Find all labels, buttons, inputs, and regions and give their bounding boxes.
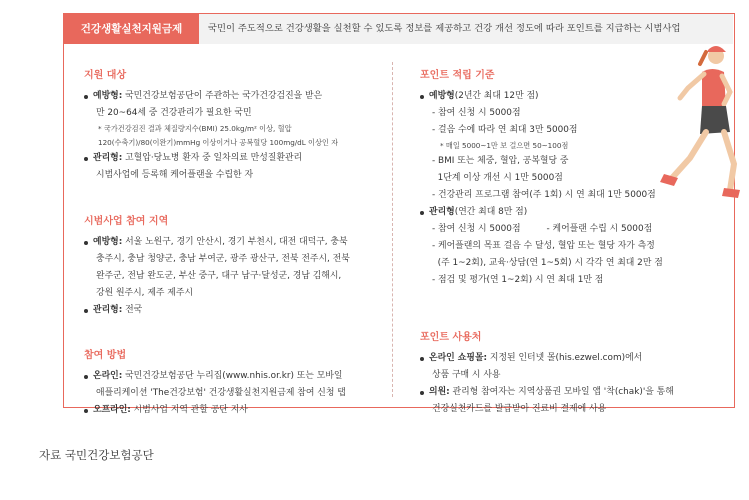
- points-item: - 점검 및 평가(연 1~2회) 시 연 최대 1만 점: [432, 275, 604, 285]
- points-prevent-limit: (2년간 최대 12만 점): [454, 91, 539, 101]
- points-item: - 참여 신청 시 5000점: [432, 224, 521, 234]
- bullet-dot: [84, 241, 88, 245]
- eligibility-section: [84, 66, 338, 184]
- eligibility-manage: [84, 150, 338, 167]
- label-online-mall: 온라인 쇼핑몰:: [429, 353, 488, 363]
- method-offline: [84, 402, 346, 419]
- points-manage-limit: (연간 최대 8만 점): [454, 207, 528, 217]
- usage-line: 건강실천카드를 발급받아 진료비 결제에 사용: [432, 404, 607, 414]
- points-manage: [420, 204, 663, 221]
- method-online-line: 애플리케이션 'The건강보험' 건강생활실천지원금제 참여 신청 탭: [96, 388, 346, 398]
- points-item: - 참여 신청 시 5000점: [432, 108, 521, 118]
- label-manage: 관리형:: [93, 305, 123, 315]
- eligibility-prevent-line: 만 20~64세 중 건강관리가 필요한 국민: [96, 108, 252, 118]
- points-item: - 케어플랜 수립 시 5000점: [546, 224, 653, 234]
- box-header: [64, 14, 733, 44]
- runner-illustration: [650, 38, 742, 208]
- bullet-dot: [420, 391, 424, 395]
- program-tag: 건강생활실천지원금제: [64, 14, 199, 44]
- regions-line: 충주시, 충남 청양군, 충남 부여군, 광주 광산구, 전북 전주시, 전북: [96, 254, 350, 264]
- points-item: 1단계 이상 개선 시 1만 5000점: [432, 173, 563, 183]
- points-item: - 건강관리 프로그램 참여(주 1회) 시 연 최대 1만 5000점: [432, 190, 656, 200]
- bullet-dot: [420, 95, 424, 99]
- eligibility-note: * 국가건강검진 결과 체질량지수(BMI) 25.0kg/m² 이상, 혈압: [98, 124, 292, 133]
- points-item: - 걸음 수에 따라 연 최대 3만 5000점: [432, 125, 578, 135]
- label-clinic: 의원:: [429, 387, 450, 397]
- label-manage: 관리형: [429, 207, 455, 217]
- bullet-dot: [420, 211, 424, 215]
- program-description: 국민이 주도적으로 건강생활을 실천할 수 있도록 정보를 제공하고 건강 개선 정도에 따라 포인트를 지급하는 시범사업: [208, 23, 681, 34]
- usage-title: 포인트 사용처: [420, 332, 482, 343]
- usage-line: 관리형 참여자는 지역상품권 모바일 앱 '착(chak)'을 통해: [452, 387, 674, 397]
- bullet-dot: [84, 409, 88, 413]
- regions-manage-value: 전국: [125, 305, 143, 315]
- eligibility-title: 지원 대상: [84, 70, 127, 81]
- regions-line: 강원 원주시, 제주 제주시: [96, 288, 194, 298]
- column-divider: [392, 62, 393, 397]
- usage-line: 상품 구매 시 사용: [432, 370, 501, 380]
- label-prevent: 예방형: [429, 91, 455, 101]
- source-caption: 자료 국민건강보험공단: [39, 448, 154, 462]
- regions-line: 서울 노원구, 경기 안산시, 경기 부천시, 대전 대덕구, 충북: [125, 237, 348, 247]
- eligibility-prevent: [84, 88, 338, 105]
- eligibility-manage-line: 고혈압·당뇨병 환자 중 일차의료 만성질환관리: [125, 153, 303, 163]
- bullet-dot: [84, 375, 88, 379]
- bullet-dot: [84, 309, 88, 313]
- points-item-pair: [420, 221, 663, 238]
- regions-prevent: [84, 234, 350, 251]
- method-offline-value: 시범사업 지역 관할 공단 지사: [133, 405, 248, 415]
- eligibility-manage-line: 시범사업에 등록해 케어플랜을 수립한 자: [96, 170, 254, 180]
- eligibility-prevent-line: 국민건강보험공단이 주관하는 국가건강검진을 받은: [125, 91, 323, 101]
- bullet-dot: [84, 157, 88, 161]
- method-online-line: 국민건강보험공단 누리집(www.nhis.or.kr) 또는 모바일: [125, 371, 343, 381]
- points-item: (주 1~2회), 교육·상담(연 1~5회) 시 각각 연 최대 2만 점: [432, 258, 663, 268]
- label-online: 온라인:: [93, 371, 123, 381]
- points-note: * 매일 5000~1만 보 걸으면 50~100점: [440, 141, 569, 150]
- points-section: [420, 66, 663, 289]
- points-prevent: [420, 88, 663, 105]
- label-offline: 오프라인:: [93, 405, 131, 415]
- usage-line: 지정된 인터넷 몰(his.ezwel.com)에서: [489, 353, 643, 363]
- regions-line: 완주군, 전남 완도군, 부산 중구, 대구 남구·달성군, 경남 김해시,: [96, 271, 342, 281]
- regions-section: [84, 212, 350, 319]
- info-box: [63, 13, 735, 415]
- eligibility-note: 120(수축기)/80(이완기)mmHg 이상이거나 공복혈당 100mg/dL 이상인 자: [98, 138, 339, 147]
- usage-online: [420, 350, 674, 367]
- usage-clinic: [420, 384, 674, 401]
- method-section: [84, 346, 346, 419]
- label-manage: 관리형:: [93, 153, 123, 163]
- method-title: 참여 방법: [84, 350, 127, 361]
- label-prevent: 예방형:: [93, 91, 123, 101]
- bullet-dot: [84, 95, 88, 99]
- points-item: - 케어플랜의 목표 걸음 수 달성, 혈압 또는 혈당 자가 측정: [432, 241, 655, 251]
- regions-manage: [84, 302, 350, 319]
- bullet-dot: [420, 357, 424, 361]
- usage-section: [420, 328, 674, 418]
- points-title: 포인트 적립 기준: [420, 70, 495, 81]
- regions-title: 시범사업 참여 지역: [84, 216, 169, 227]
- points-item: - BMI 또는 체중, 혈압, 공복혈당 중: [432, 156, 569, 166]
- method-online: [84, 368, 346, 385]
- label-prevent: 예방형:: [93, 237, 123, 247]
